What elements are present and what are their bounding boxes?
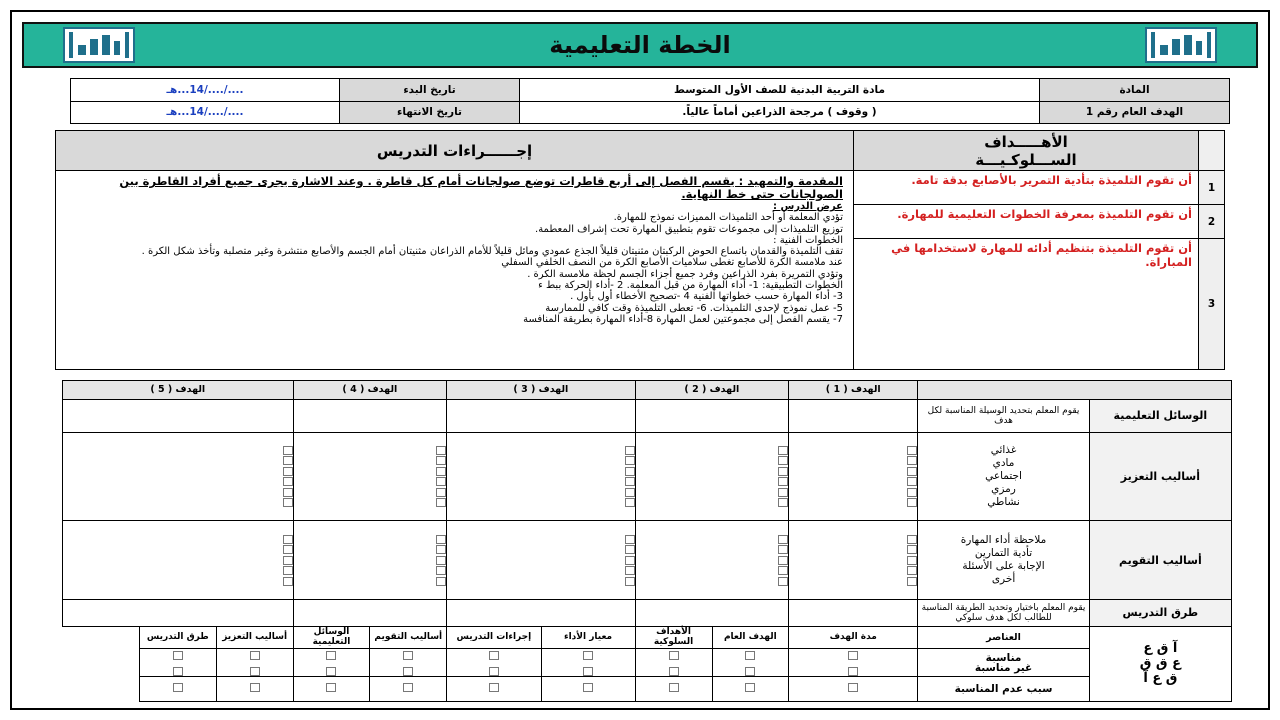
check-cell — [635, 649, 712, 677]
checkbox[interactable] — [778, 446, 788, 455]
checkbox[interactable] — [778, 467, 788, 476]
end-date-value: ..../..../14...هـ — [71, 101, 340, 124]
procedure-line: 5- عمل نموذج لإحدى التلميذات. 6- تعطى التلميذة وقت كافي للممارسة — [545, 302, 843, 314]
checkbox[interactable] — [669, 683, 679, 692]
eval-row-label-suitable: مناسبة — [985, 651, 1022, 664]
checkbox[interactable] — [907, 577, 917, 586]
checkbox[interactable] — [283, 456, 293, 465]
subject-label: المادة — [1040, 79, 1230, 102]
reinforce-item: غذائي — [990, 443, 1017, 456]
info-table — [70, 78, 1230, 124]
general-goal-value: ( وقوف ) مرجحة الذراعين أماماً عالياً. — [520, 101, 1040, 124]
procedure-line: الخطوات التطبيقية: 1- أداء المهارة من قبل المعلمة. 2 -أداء الحركة ببط ء — [538, 280, 843, 292]
checkbox[interactable] — [778, 577, 788, 586]
checkbox[interactable] — [778, 488, 788, 497]
reinforce-checks-5 — [63, 432, 294, 521]
eval-items — [918, 521, 1089, 599]
checkbox[interactable] — [625, 446, 635, 455]
page-title: الخطة التعليمية — [549, 31, 731, 59]
eval-col-header: الأهداف السلوكية — [635, 626, 712, 649]
checkbox[interactable] — [283, 577, 293, 586]
checkbox[interactable] — [403, 667, 413, 676]
checkbox[interactable] — [283, 566, 293, 575]
checkbox[interactable] — [326, 651, 336, 660]
checkbox[interactable] — [436, 545, 446, 554]
check-cell — [789, 649, 918, 677]
reinforce-checks-4 — [293, 432, 447, 521]
eval-item: ملاحظة أداء المهارة — [960, 534, 1047, 547]
checkbox[interactable] — [848, 667, 858, 676]
checkbox[interactable] — [489, 683, 499, 692]
grade-mark: ق ع آ — [1143, 671, 1178, 687]
goals-num-header — [1199, 131, 1225, 171]
check-cell — [293, 677, 370, 702]
media-cell-1[interactable] — [789, 399, 918, 432]
checkbox[interactable] — [583, 651, 593, 660]
goal-text-1: أن تقوم التلميذة بتأدية التمرير بالأصابع بدقة تامة. — [854, 171, 1199, 205]
checkbox[interactable] — [283, 535, 293, 544]
checkbox[interactable] — [173, 683, 183, 692]
checkbox[interactable] — [283, 488, 293, 497]
checkbox[interactable] — [745, 683, 755, 692]
checkbox[interactable] — [403, 683, 413, 692]
check-cell — [370, 677, 447, 702]
checkbox[interactable] — [326, 667, 336, 676]
procedure-line: وتؤدي التمريرة بفرد الذراعين وفرد جميع أجزاء الجسم لحظة ملامسة الكرة . — [527, 268, 843, 280]
checkbox[interactable] — [283, 498, 293, 507]
checkbox[interactable] — [326, 683, 336, 692]
checkbox[interactable] — [848, 683, 858, 692]
check-cell — [370, 649, 447, 677]
eval-item: الإجابة على الأسئلة — [962, 560, 1045, 573]
checkbox[interactable] — [907, 556, 917, 565]
checkbox[interactable] — [436, 535, 446, 544]
goals-header: الأهـــــداف الســـلوكـيـــة — [854, 131, 1199, 171]
goal-num-1: 1 — [1199, 171, 1225, 205]
checkbox[interactable] — [848, 651, 858, 660]
check-cell — [447, 649, 541, 677]
checkbox[interactable] — [625, 467, 635, 476]
checkbox[interactable] — [745, 651, 755, 660]
eval-row-label-unsuitable: غير مناسبة — [974, 661, 1033, 674]
grade-mark: ع ق ق — [1139, 656, 1181, 672]
eval-col-header: الوسائل التعليمية — [293, 626, 370, 649]
checkbox[interactable] — [436, 566, 446, 575]
eval-col-header: إجراءات التدريس — [447, 626, 541, 649]
checkbox[interactable] — [778, 477, 788, 486]
checkbox[interactable] — [489, 667, 499, 676]
eval-item: تأدية التمارين — [974, 547, 1033, 560]
media-cell-4[interactable] — [293, 399, 447, 432]
checkbox[interactable] — [436, 556, 446, 565]
checkbox[interactable] — [669, 667, 679, 676]
reinforce-item: اجتماعي — [985, 469, 1022, 482]
logo-right — [1106, 24, 1256, 66]
media-desc: يقوم المعلم بتحديد الوسيلة المناسبة لكل هدف — [918, 399, 1089, 432]
checkbox[interactable] — [436, 477, 446, 486]
methods-cell-2[interactable] — [635, 599, 789, 626]
checkbox[interactable] — [436, 577, 446, 586]
end-date-label: تاريخ الانتهاء — [340, 101, 520, 124]
procedures-header: إجــــــراءات التدريس — [56, 131, 854, 171]
eval-checks-5 — [63, 521, 294, 599]
goal-header-4: الهدف ( 4 ) — [293, 381, 447, 400]
checkbox[interactable] — [907, 498, 917, 507]
checkbox[interactable] — [283, 556, 293, 565]
media-cell-2[interactable] — [635, 399, 789, 432]
grade-mark: آ ق ع — [1143, 641, 1178, 657]
checkbox[interactable] — [173, 651, 183, 660]
checkbox[interactable] — [625, 498, 635, 507]
reinforce-checks-3 — [447, 432, 635, 521]
eval-col-header: مدة الهدف — [789, 626, 918, 649]
check-cell — [293, 649, 370, 677]
checkbox[interactable] — [907, 446, 917, 455]
checkbox[interactable] — [625, 545, 635, 554]
checkbox[interactable] — [625, 577, 635, 586]
checkbox[interactable] — [436, 456, 446, 465]
eval-row-label — [918, 649, 1089, 677]
check-cell — [139, 649, 216, 677]
procedure-line: توزيع التلميذات إلى مجموعات تقوم بتطبيق المهارة تحت إشراف المعطمة. — [535, 223, 843, 235]
checkbox[interactable] — [669, 651, 679, 660]
checkbox[interactable] — [907, 477, 917, 486]
grid-corner — [918, 381, 1232, 400]
logo-right-icon — [1145, 27, 1217, 63]
checkbox[interactable] — [283, 446, 293, 455]
procedure-line: 3- أداء المهارة حسب خطواتها الفنية 4 -تصحيح الأخطاء أول بأول . — [570, 291, 843, 303]
checkbox[interactable] — [436, 498, 446, 507]
checkbox[interactable] — [907, 488, 917, 497]
check-cell — [712, 677, 789, 702]
reinforce-checks-2 — [635, 432, 789, 521]
goal-text-2: أن تقوم التلميذة بمعرفة الخطوات التعليمية للمهارة. — [854, 205, 1199, 239]
eval-item: أخرى — [991, 573, 1016, 586]
media-cell-5[interactable] — [63, 399, 294, 432]
checkbox[interactable] — [250, 651, 260, 660]
checkbox[interactable] — [907, 456, 917, 465]
checkbox[interactable] — [778, 566, 788, 575]
checkbox[interactable] — [250, 683, 260, 692]
goal-header-2: الهدف ( 2 ) — [635, 381, 789, 400]
evaluation-grid — [62, 380, 1232, 702]
eval-col-header: أساليب التقويم — [370, 626, 447, 649]
eval-col-header: الهدف العام — [712, 626, 789, 649]
methods-label: طرق التدريس — [1089, 599, 1231, 626]
checkbox[interactable] — [907, 566, 917, 575]
checkbox[interactable] — [250, 667, 260, 676]
checkbox[interactable] — [403, 651, 413, 660]
goal-header-5: الهدف ( 5 ) — [63, 381, 294, 400]
checkbox[interactable] — [625, 456, 635, 465]
check-cell — [712, 649, 789, 677]
eval-col-header: طرق التدريس — [139, 626, 216, 649]
procedures-body — [56, 171, 854, 370]
reinforce-items — [918, 432, 1089, 521]
procedure-line: عند ملامسة الكرة للأصابع تغطى سلاميات الأصابع الكرة من النصف الخلفي السفلي — [501, 257, 843, 269]
checkbox[interactable] — [283, 477, 293, 486]
goal-header-3: الهدف ( 3 ) — [447, 381, 635, 400]
checkbox[interactable] — [625, 566, 635, 575]
checkbox[interactable] — [436, 446, 446, 455]
procedures-intro: المقدمة والتمهيد : يقسم الفصل إلى أربع قاطرات توضع صولجانات أمام كل قاطرة . وعند الاشارة يجرى جميع أفراد القاطرة بين الصولجانات حتى خط النهاية. — [119, 174, 843, 201]
goal-num-2: 2 — [1199, 205, 1225, 239]
checkbox[interactable] — [625, 488, 635, 497]
checkbox[interactable] — [489, 651, 499, 660]
checkbox[interactable] — [778, 498, 788, 507]
methods-cell-4[interactable] — [293, 599, 447, 626]
check-cell — [447, 677, 541, 702]
elements-label: العناصر — [918, 626, 1089, 649]
checkbox[interactable] — [583, 683, 593, 692]
reinforce-item: مادي — [992, 456, 1015, 469]
checkbox[interactable] — [778, 535, 788, 544]
check-cell — [139, 677, 216, 702]
methods-cell-5[interactable] — [63, 599, 294, 626]
lesson-title: عرض الدرس : — [773, 201, 843, 212]
goal-header-1: الهدف ( 1 ) — [789, 381, 918, 400]
checkbox[interactable] — [625, 477, 635, 486]
eval-row-label-reason: سبب عدم المناسبة — [918, 677, 1089, 702]
checkbox[interactable] — [907, 545, 917, 554]
reinforce-label: أساليب التعزيز — [1089, 432, 1231, 521]
checkbox[interactable] — [745, 667, 755, 676]
eval-checks-4 — [293, 521, 447, 599]
check-cell — [789, 677, 918, 702]
reinforce-item: نشاطي — [987, 495, 1020, 508]
goal-num-3: 3 — [1199, 239, 1225, 370]
check-cell — [541, 649, 635, 677]
media-label: الوسائل التعليمية — [1089, 399, 1231, 432]
checkbox[interactable] — [283, 467, 293, 476]
methods-cell-1[interactable] — [789, 599, 918, 626]
procedure-line: تقف التلميذة والقدمان باتساع الحوض الركبتان مثنيتان قليلاً الجذع عمودي ومائل قليلاً للأمام الذراعان مثنيتان أمام الجسم والأصابع منتشرة وغير متصلبة وتأخذ شكل الكرة . — [141, 246, 843, 258]
checkbox[interactable] — [625, 556, 635, 565]
eval-label: أساليب التقويم — [1089, 521, 1231, 599]
eval-checks-3 — [447, 521, 635, 599]
checkbox[interactable] — [778, 545, 788, 554]
eval-checks-1 — [789, 521, 918, 599]
check-cell — [216, 649, 293, 677]
eval-col-header: أساليب التعزيز — [216, 626, 293, 649]
checkbox[interactable] — [907, 535, 917, 544]
checkbox[interactable] — [778, 456, 788, 465]
media-cell-3[interactable] — [447, 399, 635, 432]
check-cell — [541, 677, 635, 702]
procedure-line: تؤدي المعلمة أو أحد التلميذات المميزات نموذج للمهارة. — [613, 212, 843, 224]
checkbox[interactable] — [583, 667, 593, 676]
eval-col-header: معيار الأداء — [541, 626, 635, 649]
procedure-line: 7- يقسم الفصل إلى مجموعتين لعمل المهارة 8-أداء المهارة بطريقة المنافسة — [523, 313, 843, 325]
checkbox[interactable] — [778, 556, 788, 565]
general-goal-label: الهدف العام رقم 1 — [1040, 101, 1230, 124]
checkbox[interactable] — [173, 667, 183, 676]
subject-value: مادة التربية البدنية للصف الأول المتوسط — [520, 79, 1040, 102]
reinforce-item: رمزي — [991, 482, 1016, 495]
start-date-label: تاريخ البدء — [340, 79, 520, 102]
page-header — [22, 22, 1258, 68]
goals-procedures-table — [55, 130, 1225, 370]
goal-text-3: أن تقوم التلميذة بتنظيم أدائه للمهارة لاستخدامها في المباراة. — [854, 239, 1199, 370]
checkbox[interactable] — [436, 488, 446, 497]
methods-desc: يقوم المعلم باختيار وتحديد الطريقة المناسبة للطالب لكل هدف سلوكي — [918, 599, 1089, 626]
methods-cell-3[interactable] — [447, 599, 635, 626]
checkbox[interactable] — [436, 467, 446, 476]
checkbox[interactable] — [283, 545, 293, 554]
grade-marks — [1089, 626, 1231, 701]
check-cell — [635, 677, 712, 702]
reinforce-checks-1 — [789, 432, 918, 521]
procedure-line: الخطوات الفنية : — [773, 234, 843, 246]
eval-checks-2 — [635, 521, 789, 599]
checkbox[interactable] — [907, 467, 917, 476]
check-cell — [216, 677, 293, 702]
logo-left-icon — [63, 27, 135, 63]
checkbox[interactable] — [625, 535, 635, 544]
start-date-value: ..../..../14...هـ — [71, 79, 340, 102]
logo-left — [24, 24, 174, 66]
